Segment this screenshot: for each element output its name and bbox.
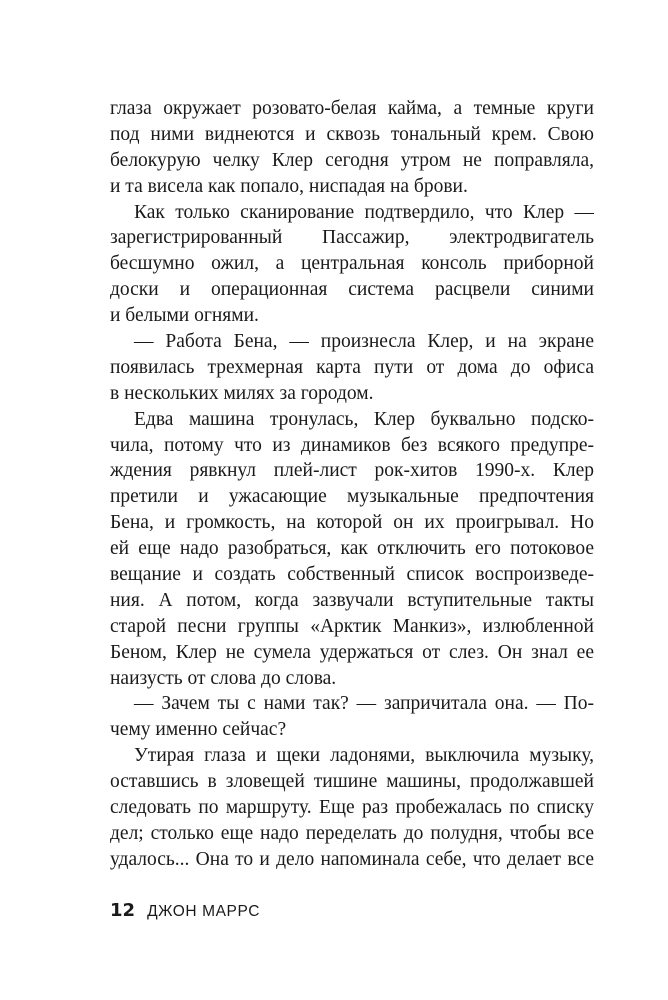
- text-line: доски и операционная система расцвели синими: [110, 279, 594, 301]
- text-line: Беном, Клер не сумела удержаться от слез. Он знал ее: [110, 641, 594, 663]
- running-head-author: ДЖОН МАРРС: [147, 903, 261, 920]
- text-line: Утирая глаза и щеки ладонями, выключила музыку,: [134, 745, 594, 767]
- text-line: в нескольких милях за городом.: [110, 382, 374, 404]
- text-line: удалось... Она то и дело напоминала себе, что делает все: [110, 848, 594, 870]
- page-footer: [110, 900, 260, 924]
- text-line: Как только сканирование подтвердило, что Клер —: [134, 201, 594, 223]
- text-line: бесшумно ожил, а центральная консоль приборной: [110, 253, 594, 275]
- text-line: зарегистрированный Пассажир, электродвигатель: [110, 227, 594, 249]
- text-line: ния. А потом, когда зазвучали вступительные такты: [110, 589, 594, 611]
- text-line: — Зачем ты с нами так? — запричитала она. — По-: [134, 693, 594, 715]
- text-line: белокурую челку Клер сегодня утром не поправляла,: [110, 149, 594, 171]
- text-line: оставшись в зловещей тишине машины, продолжавшей: [110, 771, 594, 793]
- text-line: ей еще надо разобраться, как отключить его потоковое: [110, 538, 594, 560]
- body-text: [110, 96, 594, 873]
- text-line: Бена, и громкость, на которой он их проигрывал. Но: [110, 512, 594, 534]
- page-number: 12: [110, 900, 136, 921]
- text-line: претили и ужасающие музыкальные предпочтения: [110, 486, 594, 508]
- text-line: ждения рявкнул плей-лист рок-хитов 1990-х. Клер: [110, 460, 594, 482]
- text-line: и та висела как попало, ниспадая на брови.: [110, 175, 468, 197]
- text-line: чему именно сейчас?: [110, 719, 287, 741]
- text-line: вещание и создать собственный список воспроизведе-: [110, 564, 594, 586]
- text-line: старой песни группы «Арктик Манкиз», излюбленной: [110, 615, 594, 637]
- text-line: и белыми огнями.: [110, 305, 259, 327]
- text-line: появилась трехмерная карта пути от дома до офиса: [110, 356, 594, 378]
- text-line: чила, потому что из динамиков без всякого предупре-: [110, 434, 594, 456]
- text-line: — Работа Бена, — произнесла Клер, и на экране: [134, 331, 594, 353]
- text-line: дел; столько еще надо переделать до полудня, чтобы все: [110, 822, 594, 844]
- text-line: под ними виднеются и сквозь тональный крем. Свою: [110, 123, 594, 145]
- text-line: наизусть от слова до слова.: [110, 667, 337, 689]
- text-line: Едва машина тронулась, Клер буквально подско-: [134, 408, 594, 430]
- text-line: глаза окружает розовато-белая кайма, а темные круги: [110, 98, 594, 119]
- text-line: следовать по маршруту. Еще раз пробежалась по списку: [110, 797, 594, 819]
